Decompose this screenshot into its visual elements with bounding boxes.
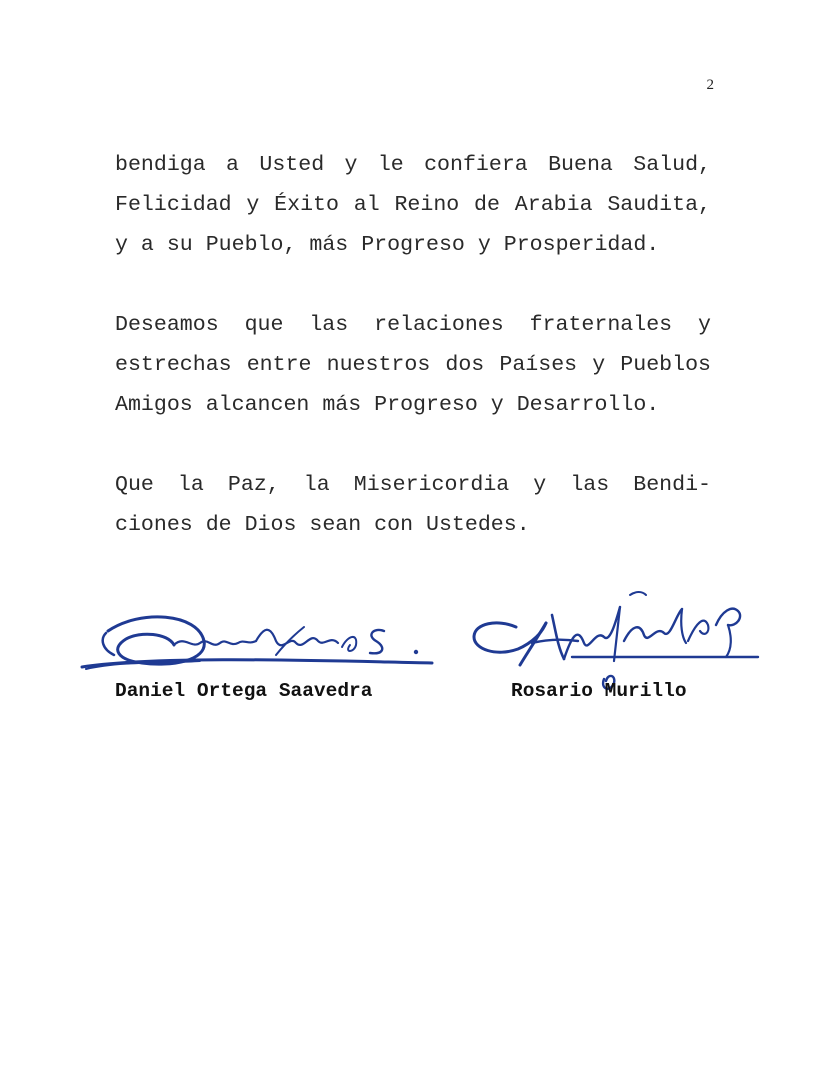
text-line: y a su Pueblo, más Progreso y Prosperidad. — [115, 233, 660, 257]
text-line: bendiga a Usted y le confiera Buena Salud, — [115, 153, 711, 177]
signer-name-left: Daniel Ortega Saavedra — [115, 680, 373, 702]
page-number: 2 — [706, 77, 714, 93]
letter-body — [115, 150, 711, 590]
text-line: Felicidad y Éxito al Reino de Arabia Saudita, — [115, 193, 711, 217]
text-line: Que la Paz, la Misericordia y las Bendi- — [115, 473, 711, 497]
text-line: ciones de Dios sean con Ustedes. — [115, 513, 530, 537]
paragraph-relations — [115, 310, 711, 430]
text-line: estrechas entre nuestros dos Países y Pueblos — [115, 353, 711, 377]
text-line: Amigos alcancen más Progreso y Desarrollo. — [115, 393, 660, 417]
text-line: Deseamos que las relaciones fraternales y — [115, 313, 711, 337]
signer-name-right: Rosario Murillo — [511, 680, 687, 702]
paragraph-blessing — [115, 150, 711, 270]
paragraph-closing — [115, 470, 711, 550]
